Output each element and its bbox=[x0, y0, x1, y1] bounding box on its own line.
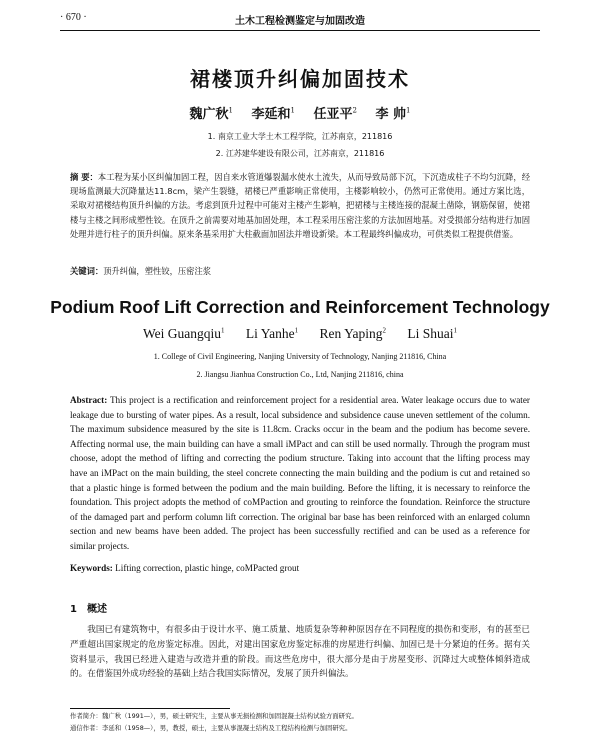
chinese-affiliation-1: 1. 南京工业大学土木工程学院，江苏南京，211816 bbox=[207, 132, 393, 141]
page-number: · 670 · bbox=[60, 12, 87, 23]
chinese-title: 裙楼顶升纠偏加固技术 bbox=[190, 67, 410, 91]
author-name: Ren Yaping bbox=[319, 326, 383, 341]
english-keywords-text: Lifting correction, plastic hinge, coMPacted grout bbox=[115, 563, 300, 573]
author-affil-mark: 1 bbox=[228, 106, 233, 115]
author-name: Li Shuai bbox=[407, 326, 454, 341]
english-abstract bbox=[70, 393, 530, 554]
english-abstract-label: Abstract: bbox=[70, 395, 108, 405]
english-keywords bbox=[70, 563, 530, 573]
footnote-corresponding-author: 通信作者：李延和（1958—），男，教授，硕士，主要从事混凝土结构及工程结构检测与加固研究。 bbox=[70, 724, 352, 732]
chinese-keywords-text: 顶升纠偏，塑性铰，压密注浆 bbox=[103, 266, 212, 276]
section-number: 1 bbox=[70, 604, 77, 615]
chinese-keywords bbox=[70, 265, 530, 277]
chinese-author bbox=[251, 107, 294, 122]
journal-title: 土木工程检测鉴定与加固改造 bbox=[235, 16, 365, 27]
running-header bbox=[60, 10, 540, 28]
author-name: Wei Guangqiu bbox=[142, 326, 221, 341]
chinese-affiliation-2: 2. 江苏建华建设有限公司，江苏南京，211816 bbox=[215, 149, 385, 158]
english-keywords-label: Keywords: bbox=[70, 563, 113, 573]
english-authors bbox=[0, 326, 600, 342]
english-abstract-text: This project is a rectification and reinforcement project for a residential area. Water leakage occurs due to water leakage due to bursting of water pipes. As a result, local subsidence and subsidence cause uneven settlement of the column. The maximum subsidence measured by the site is 11.8cm. Cracks occur in the beam and the podium has become severe. Affecting normal use, the main building can have a small iMPact and can still be used normally. Through the program must choose, adopt the method of lifting and correcting the podium structure. Taking into account that the lifting process may have an iMPact on the main building, the steel concrete connecting the main building and the podium is cut and retained so that a plastic hinge is formed between the podium and the main building. Before the lifting, it is necessary to reinforce the foundation. This project adopts the method of coMPaction and grouting to reinforce the foundation. Reinforce the structure of the damaged part and perform column lift correction. The original bar base has been reinforced with an enlarged column section and new beams have been added. The project has been successfully rectified and can be used as a reference for similar projects. bbox=[70, 395, 530, 551]
chinese-author bbox=[189, 107, 232, 122]
author-affil-mark: 1 bbox=[406, 106, 411, 115]
chinese-abstract-label: 摘 要： bbox=[70, 172, 98, 182]
author-name: Li Yanhe bbox=[245, 326, 295, 341]
chinese-author bbox=[314, 107, 357, 122]
author-name: 魏广秋 bbox=[189, 107, 229, 122]
english-title: Podium Roof Lift Correction and Reinforcement Technology bbox=[50, 297, 550, 317]
section-title: 概述 bbox=[86, 604, 107, 615]
english-affiliation-2: 2. Jiangsu Jianhua Construction Co., Ltd, Nanjing 211816, china bbox=[196, 370, 404, 379]
author-name: 李 帅 bbox=[375, 107, 407, 122]
author-affil-mark: 2 bbox=[382, 326, 387, 335]
author-affil-mark: 1 bbox=[453, 326, 458, 335]
section-heading bbox=[70, 600, 107, 615]
chinese-authors bbox=[0, 103, 600, 122]
chinese-author bbox=[376, 107, 411, 122]
author-affil-mark: 1 bbox=[290, 106, 295, 115]
english-author bbox=[407, 326, 457, 341]
english-author bbox=[246, 326, 298, 341]
footnote-author-bio: 作者简介：魏广秋（1991—），男，硕士研究生，主要从事无损检测和加固混凝土结构试验方面研究。 bbox=[70, 712, 358, 720]
chinese-abstract-text: 本工程为某小区纠偏加固工程，因自来水管道爆裂漏水使水土流失，从而导致局部下沉，下沉造成柱子不均匀沉降，经现场监测最大沉降量达11.8cm，梁产生裂缝，裙楼已严重影响正常使用，主楼影响较小，仍然可正常使用。通过方案比选，采取对裙楼结构顶升纠偏的方法。考虑到顶升过程中可能对主楼产生影响，把裙楼与主楼连接的混凝土凿除，钢筋保留，使裙楼与主楼之间形成塑性铰。在顶升之前需要对地基加固处理，本工程采用压密注浆的方法加固地基。对受损部分结构进行加固处理并进行柱子的顶升纠偏。原来条基采用扩大柱截面加固法并增设新梁。本工程最终纠偏成功，可供类似工程提供借鉴。 bbox=[70, 172, 530, 239]
english-affiliation-1: 1. College of Civil Engineering, Nanjing University of Technology, Nanjing 211816, China bbox=[153, 352, 447, 361]
author-name: 李延和 bbox=[251, 107, 291, 122]
author-affil-mark: 1 bbox=[221, 326, 225, 335]
english-author bbox=[320, 326, 387, 341]
footnote-rule bbox=[70, 708, 230, 709]
chinese-abstract bbox=[70, 170, 530, 241]
author-affil-mark: 2 bbox=[352, 106, 357, 115]
section-body: 我国已有建筑物中，有很多由于设计水平、施工质量、地质复杂等种种原因存在不同程度的损伤和变形，有的甚至已严重超出国家规定的危房鉴定标准。因此，对建出国家危房鉴定标准的房屋进行纠偏、加固已是十分紧迫的任务。据有关资料显示，我国已经进入建造与改造并重的阶段。而这些危房中，很大部分是由于房屋变形、沉降过大或整体倾斜造成的。在借鉴国外成功经验的基础上结合我国实际情况，发展了顶升纠偏法。 bbox=[70, 625, 530, 680]
chinese-keywords-label: 关键词： bbox=[70, 266, 104, 276]
author-affil-mark: 1 bbox=[294, 326, 299, 335]
english-author bbox=[143, 326, 225, 341]
header-rule bbox=[60, 30, 540, 31]
author-name: 任亚平 bbox=[313, 107, 353, 122]
